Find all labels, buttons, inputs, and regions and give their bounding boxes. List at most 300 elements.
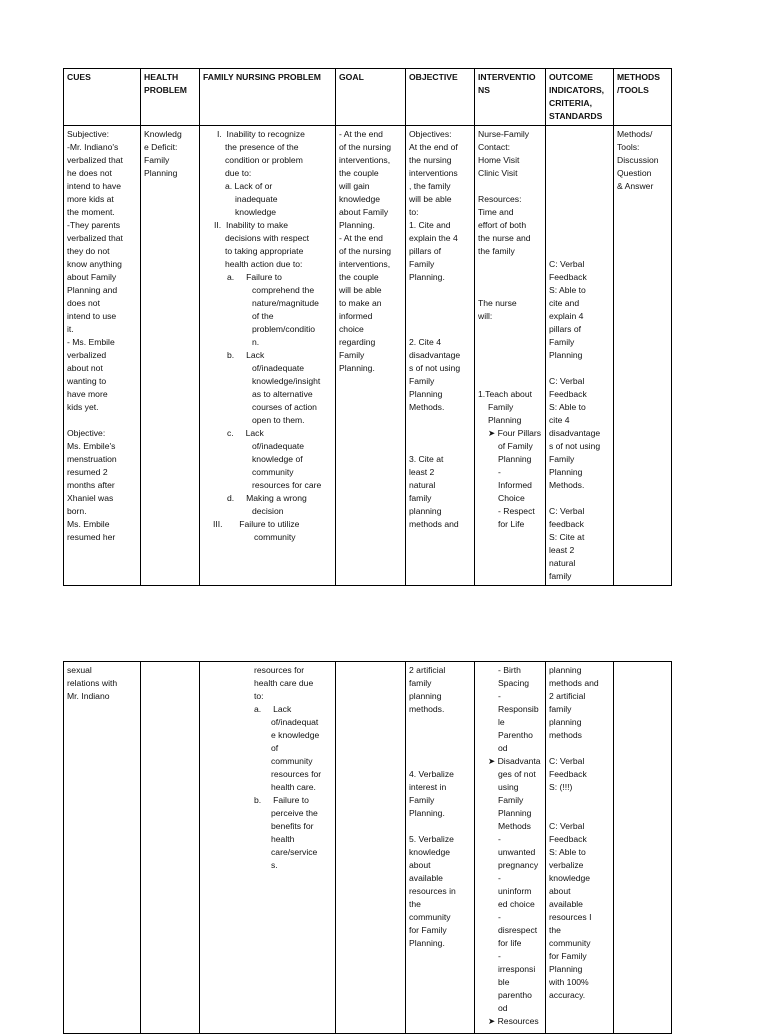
cell-line: the couple xyxy=(339,272,379,282)
cell-line: decision xyxy=(252,506,284,516)
cell-line: - Respect xyxy=(498,506,535,516)
cell-line: family xyxy=(549,704,572,714)
cell-line: relations with xyxy=(67,678,118,688)
cell-line: verbalize xyxy=(549,860,584,870)
cell-line: wanting to xyxy=(67,376,107,386)
cell-line: - xyxy=(498,951,501,961)
cell-line xyxy=(478,180,542,193)
cell-line: c. Lack xyxy=(227,428,264,438)
cell-line: to make an xyxy=(339,298,382,308)
cell-line: interventions, xyxy=(339,155,391,165)
cell-line: using xyxy=(498,782,519,792)
cell-line: about Family xyxy=(339,207,389,217)
cell-line: informed xyxy=(339,311,373,321)
cell-line: knowledge xyxy=(409,847,451,857)
cell-line: Planning. xyxy=(339,220,375,230)
cell-line: Tools: xyxy=(617,142,640,152)
cell-line: The nurse xyxy=(478,298,517,308)
cell-line: a. Lack of or xyxy=(225,181,273,191)
cell-line xyxy=(409,284,471,297)
health-problem-cell xyxy=(141,126,200,586)
cell-line: community xyxy=(271,756,313,766)
cell-line: PROBLEM xyxy=(144,85,187,95)
cell-line: the nursing xyxy=(409,155,452,165)
cell-line: - Birth xyxy=(498,665,521,675)
cell-line xyxy=(549,128,610,141)
cell-line: more kids at xyxy=(67,194,114,204)
cell-line: At the end of xyxy=(409,142,458,152)
cell-line: does not xyxy=(67,298,100,308)
cell-line: CUES xyxy=(67,72,91,82)
cell-line: Methods. xyxy=(409,402,445,412)
cell-line: Methods xyxy=(498,821,531,831)
cell-line: due to: xyxy=(225,168,252,178)
cell-line xyxy=(549,742,610,755)
cell-line: methods and xyxy=(549,678,599,688)
cell-line: least 2 xyxy=(549,545,575,555)
cell-line: methods xyxy=(549,730,582,740)
cell-line: of/inadequat xyxy=(271,717,319,727)
cell-line: decisions with respect xyxy=(225,233,310,243)
cell-line: interventions, xyxy=(339,259,391,269)
cell-line: STANDARDS xyxy=(549,111,603,121)
cell-line: knowledge of xyxy=(252,454,303,464)
cell-line: ges of not xyxy=(498,769,536,779)
cell-line: Planning xyxy=(549,350,583,360)
cell-line xyxy=(549,362,610,375)
cell-line: planning xyxy=(549,665,582,675)
cell-line: know anything xyxy=(67,259,122,269)
cell-line: of the nursing xyxy=(339,142,392,152)
cell-line: to taking appropriate xyxy=(225,246,304,256)
cell-line: community xyxy=(252,467,294,477)
cell-line: 2. Cite 4 xyxy=(409,337,442,347)
cell-line: Planning. xyxy=(339,363,375,373)
cell-line xyxy=(549,180,610,193)
cell-line: HEALTH xyxy=(144,72,179,82)
cell-line: /TOOLS xyxy=(617,85,649,95)
cues-cell xyxy=(64,662,141,1034)
cell-line: ➤ Four Pillars xyxy=(488,428,542,438)
cell-line xyxy=(409,755,471,768)
cell-line: least 2 xyxy=(409,467,435,477)
cell-line: Family xyxy=(549,454,575,464)
cell-line: GOAL xyxy=(339,72,364,82)
cell-line: parentho xyxy=(498,990,532,1000)
cell-line: have more xyxy=(67,389,108,399)
cell-line: for Life xyxy=(498,519,525,529)
cell-line: S: (!!!) xyxy=(549,782,573,792)
cell-line: Objective: xyxy=(67,428,106,438)
cell-line: OUTCOME xyxy=(549,72,593,82)
cell-line: S: Able to xyxy=(549,847,586,857)
cell-line: Planning and xyxy=(67,285,118,295)
cell-line: months after xyxy=(67,480,115,490)
cell-line: e Deficit: xyxy=(144,142,178,152)
cell-line: Objectives: xyxy=(409,129,452,139)
cell-line: benefits for xyxy=(271,821,314,831)
cell-line: Planning. xyxy=(409,808,445,818)
cell-line: community xyxy=(409,912,451,922)
cell-line: - Ms. Embile xyxy=(67,337,115,347)
care-plan-table-page-1 xyxy=(63,68,672,586)
cell-line: - xyxy=(498,834,501,844)
cell-line: Planning xyxy=(498,808,532,818)
cell-line: available xyxy=(409,873,443,883)
cell-line: - xyxy=(498,912,501,922)
cell-line: Planning xyxy=(549,964,583,974)
cell-line: III. Failure to utilize xyxy=(213,519,300,529)
cell-line: knowledge/insight xyxy=(252,376,321,386)
cell-line: FAMILY NURSING PROBLEM xyxy=(203,72,321,82)
cell-line: resources in xyxy=(409,886,456,896)
cell-line: with 100% xyxy=(549,977,589,987)
cell-line: health action due to: xyxy=(225,259,303,269)
cell-line: Time and xyxy=(478,207,514,217)
cell-line: resources for xyxy=(254,665,305,675)
family-nursing-problem-cell xyxy=(200,126,336,586)
cell-line xyxy=(409,716,471,729)
header-objective xyxy=(406,69,475,126)
header-goal xyxy=(336,69,406,126)
cell-line xyxy=(549,167,610,180)
methods-tools-cell xyxy=(614,662,672,1034)
cell-line: - At the end xyxy=(339,129,383,139)
cell-line: Family xyxy=(409,259,435,269)
cell-line: resources for xyxy=(271,769,322,779)
cell-line xyxy=(549,232,610,245)
cell-line: family xyxy=(549,571,572,581)
cell-line: will: xyxy=(478,311,493,321)
cell-line: & Answer xyxy=(617,181,654,191)
cell-line: Family xyxy=(498,795,524,805)
cell-line: the xyxy=(409,899,421,909)
cell-line: S: Able to xyxy=(549,402,586,412)
cell-line xyxy=(549,193,610,206)
cell-line: cite 4 xyxy=(549,415,570,425)
cell-line xyxy=(409,742,471,755)
cell-line: Family xyxy=(409,795,435,805)
cell-line xyxy=(478,362,542,375)
cell-line: the couple xyxy=(339,168,379,178)
cell-line: b. Lack xyxy=(227,350,265,360)
cell-line: CRITERIA, xyxy=(549,98,592,108)
cell-line: condition or problem xyxy=(225,155,303,165)
cell-line: Family xyxy=(549,337,575,347)
methods-tools-cell xyxy=(614,126,672,586)
cell-line: I. Inability to recognize xyxy=(217,129,305,139)
objective-cell xyxy=(406,662,475,1034)
cell-line: of/inadequate xyxy=(252,363,305,373)
cell-line: Home Visit xyxy=(478,155,520,165)
outcome-cell xyxy=(546,662,614,1034)
cell-line: unwanted xyxy=(498,847,536,857)
cell-line: s of not using xyxy=(409,363,461,373)
cell-line: verbalized xyxy=(67,350,107,360)
cell-line: effort of both xyxy=(478,220,527,230)
cell-line: 2 artificial xyxy=(549,691,586,701)
cell-line: pillars of xyxy=(549,324,581,334)
cell-line: -They parents xyxy=(67,220,121,230)
cell-line: interest in xyxy=(409,782,447,792)
cell-line: verbalized that xyxy=(67,155,123,165)
cell-line: resumed 2 xyxy=(67,467,108,477)
cell-line xyxy=(549,794,610,807)
cell-line: kids yet. xyxy=(67,402,99,412)
cell-line xyxy=(67,414,137,427)
cell-line: 1. Cite and xyxy=(409,220,451,230)
cell-line: cite and xyxy=(549,298,580,308)
cell-line: knowledge xyxy=(549,873,591,883)
cell-line: uninform xyxy=(498,886,532,896)
cell-line: 1.Teach about xyxy=(478,389,532,399)
cell-line: problem/conditio xyxy=(252,324,316,334)
cell-line: of the nursing xyxy=(339,246,392,256)
cell-line: methods. xyxy=(409,704,445,714)
cell-line: of xyxy=(271,743,279,753)
cell-line: community xyxy=(254,532,296,542)
cell-line: family xyxy=(409,678,432,688)
cell-line: Nurse-Family xyxy=(478,129,530,139)
cell-line: C: Verbal xyxy=(549,821,585,831)
cell-line: Knowledg xyxy=(144,129,182,139)
cell-line: about Family xyxy=(67,272,117,282)
cell-line xyxy=(409,310,471,323)
cell-line: Family xyxy=(339,350,365,360)
cell-line: II. Inability to make xyxy=(214,220,289,230)
cell-line: Feedback xyxy=(549,769,587,779)
cell-line: S: Able to xyxy=(549,285,586,295)
cell-line: planning xyxy=(549,717,582,727)
cell-line: born. xyxy=(67,506,87,516)
cell-line: Planning xyxy=(144,168,178,178)
cues-cell xyxy=(64,126,141,586)
care-plan-table-page-2 xyxy=(63,661,672,1034)
cell-line: pillars of xyxy=(409,246,441,256)
cell-line: Methods. xyxy=(549,480,585,490)
cell-line xyxy=(478,375,542,388)
cell-line: of the xyxy=(252,311,274,321)
cell-line: C: Verbal xyxy=(549,259,585,269)
cell-line: - xyxy=(498,691,501,701)
cell-line: INTERVENTIO xyxy=(478,72,536,82)
cell-line: 3. Cite at xyxy=(409,454,444,464)
cell-line: health xyxy=(271,834,295,844)
cell-line: will be able xyxy=(339,285,382,295)
cell-line xyxy=(409,323,471,336)
cell-line: - At the end xyxy=(339,233,383,243)
content-row xyxy=(64,126,672,586)
cell-line: Planning xyxy=(409,389,443,399)
cell-line: a. Failure to xyxy=(227,272,282,282)
cell-line: b. Failure to xyxy=(254,795,309,805)
cell-line: planning xyxy=(409,691,442,701)
cell-line: od xyxy=(498,743,508,753)
cell-line: the moment. xyxy=(67,207,115,217)
cell-line: S: Cite at xyxy=(549,532,585,542)
cell-line: family xyxy=(409,493,432,503)
cell-line xyxy=(549,492,610,505)
cell-line: Methods/ xyxy=(617,129,653,139)
cell-line: health care. xyxy=(271,782,316,792)
cell-line: Planning xyxy=(549,467,583,477)
cell-line: Planning. xyxy=(409,272,445,282)
cell-line: regarding xyxy=(339,337,376,347)
cell-line: perceive the xyxy=(271,808,318,818)
header-row xyxy=(64,69,672,126)
cell-line: Subjective: xyxy=(67,129,110,139)
cell-line: disadvantage xyxy=(549,428,601,438)
cell-line xyxy=(549,154,610,167)
content-row xyxy=(64,662,672,1034)
cell-line: will gain xyxy=(339,181,370,191)
cell-line: Parentho xyxy=(498,730,533,740)
cell-line: Mr. Indiano xyxy=(67,691,110,701)
cell-line: Family xyxy=(488,402,514,412)
cell-line: to: xyxy=(254,691,264,701)
header-cues xyxy=(64,69,141,126)
cell-line: - xyxy=(498,467,501,477)
cell-line: health care due xyxy=(254,678,314,688)
cell-line: the nurse and xyxy=(478,233,531,243)
health-problem-cell xyxy=(141,662,200,1034)
cell-line: irresponsi xyxy=(498,964,536,974)
cell-line: the xyxy=(549,925,561,935)
cell-line: s of not using xyxy=(549,441,601,451)
cell-line: Planning xyxy=(498,454,532,464)
cell-line: to: xyxy=(409,207,419,217)
cell-line xyxy=(409,440,471,453)
cell-line: resources I xyxy=(549,912,592,922)
cell-line: verbalized that xyxy=(67,233,123,243)
cell-line: for life xyxy=(498,938,522,948)
cell-line: 4. Verbalize xyxy=(409,769,454,779)
cell-line: le xyxy=(498,717,505,727)
cell-line: METHODS xyxy=(617,72,660,82)
cell-line: Family xyxy=(144,155,170,165)
cell-line xyxy=(549,206,610,219)
cell-line: ➤ Resources xyxy=(488,1016,539,1026)
cell-line: knowledge xyxy=(235,207,277,217)
cell-line: intend to use xyxy=(67,311,117,321)
cell-line: Ms. Embile's xyxy=(67,441,116,451)
cell-line: -Mr. Indiano's xyxy=(67,142,119,152)
header-health-problem xyxy=(141,69,200,126)
cell-line: ble xyxy=(498,977,510,987)
cell-line: 2 artificial xyxy=(409,665,446,675)
cell-line xyxy=(549,219,610,232)
cell-line: Planning xyxy=(488,415,522,425)
cell-line xyxy=(478,349,542,362)
cell-line: accuracy. xyxy=(549,990,586,1000)
cell-line: Resources: xyxy=(478,194,522,204)
cell-line: Informed xyxy=(498,480,532,490)
cell-line: comprehend the xyxy=(252,285,315,295)
objective-cell xyxy=(406,126,475,586)
cell-line xyxy=(478,284,542,297)
cell-line: inadequate xyxy=(235,194,278,204)
cell-line: Discussion xyxy=(617,155,659,165)
cell-line: disrespect xyxy=(498,925,538,935)
cell-line: about not xyxy=(67,363,103,373)
cell-line: a. Lack xyxy=(254,704,292,714)
cell-line: choice xyxy=(339,324,364,334)
cell-line: menstruation xyxy=(67,454,117,464)
cell-line: knowledge xyxy=(339,194,381,204)
cell-line: Planning. xyxy=(409,938,445,948)
cell-line: Feedback xyxy=(549,272,587,282)
cell-line: natural xyxy=(409,480,436,490)
cell-line: NS xyxy=(478,85,490,95)
outcome-cell xyxy=(546,126,614,586)
cell-line: , the family xyxy=(409,181,451,191)
cell-line xyxy=(549,245,610,258)
cell-line: as to alternative xyxy=(252,389,313,399)
cell-line: open to them. xyxy=(252,415,305,425)
cell-line: C: Verbal xyxy=(549,756,585,766)
cell-line: for Family xyxy=(409,925,447,935)
interventions-cell xyxy=(475,662,546,1034)
cell-line: nature/magnitude xyxy=(252,298,319,308)
cell-line: intend to have xyxy=(67,181,121,191)
cell-line: OBJECTIVE xyxy=(409,72,458,82)
cell-line: Feedback xyxy=(549,834,587,844)
goal-cell xyxy=(336,662,406,1034)
cell-line: resources for care xyxy=(252,480,322,490)
cell-line: care/service xyxy=(271,847,318,857)
cell-line: the family xyxy=(478,246,515,256)
cell-line: interventions xyxy=(409,168,458,178)
cell-line: of/inadequate xyxy=(252,441,305,451)
cell-line xyxy=(478,258,542,271)
cell-line xyxy=(409,729,471,742)
cell-line: sexual xyxy=(67,665,92,675)
cell-line: - xyxy=(498,873,501,883)
cell-line: Question xyxy=(617,168,652,178)
cell-line: Xhaniel was xyxy=(67,493,114,503)
cell-line: available xyxy=(549,899,583,909)
cell-line: pregnancy xyxy=(498,860,539,870)
cell-line: Ms. Embile xyxy=(67,519,110,529)
cell-line: d. Making a wrong xyxy=(227,493,307,503)
cell-line: disadvantage xyxy=(409,350,461,360)
cell-line xyxy=(478,336,542,349)
goal-cell xyxy=(336,126,406,586)
cell-line xyxy=(478,271,542,284)
cell-line: Contact: xyxy=(478,142,511,152)
cell-line: n. xyxy=(252,337,260,347)
cell-line: INDICATORS, xyxy=(549,85,605,95)
cell-line: resumed her xyxy=(67,532,116,542)
cell-line: Spacing xyxy=(498,678,530,688)
cell-line: ed choice xyxy=(498,899,535,909)
cell-line: C: Verbal xyxy=(549,506,585,516)
cell-line: will be able xyxy=(409,194,452,204)
cell-line: Responsib xyxy=(498,704,539,714)
cell-line: he does not xyxy=(67,168,112,178)
cell-line: about xyxy=(409,860,431,870)
cell-line: s. xyxy=(271,860,278,870)
cell-line xyxy=(409,297,471,310)
cell-line: Feedback xyxy=(549,389,587,399)
cell-line: ➤ Disadvanta xyxy=(488,756,541,766)
cell-line: od xyxy=(498,1003,508,1013)
cell-line: e knowledge xyxy=(271,730,320,740)
cell-line: C: Verbal xyxy=(549,376,585,386)
cell-line: courses of action xyxy=(252,402,317,412)
cell-line: planning xyxy=(409,506,442,516)
cell-line: of Family xyxy=(498,441,533,451)
